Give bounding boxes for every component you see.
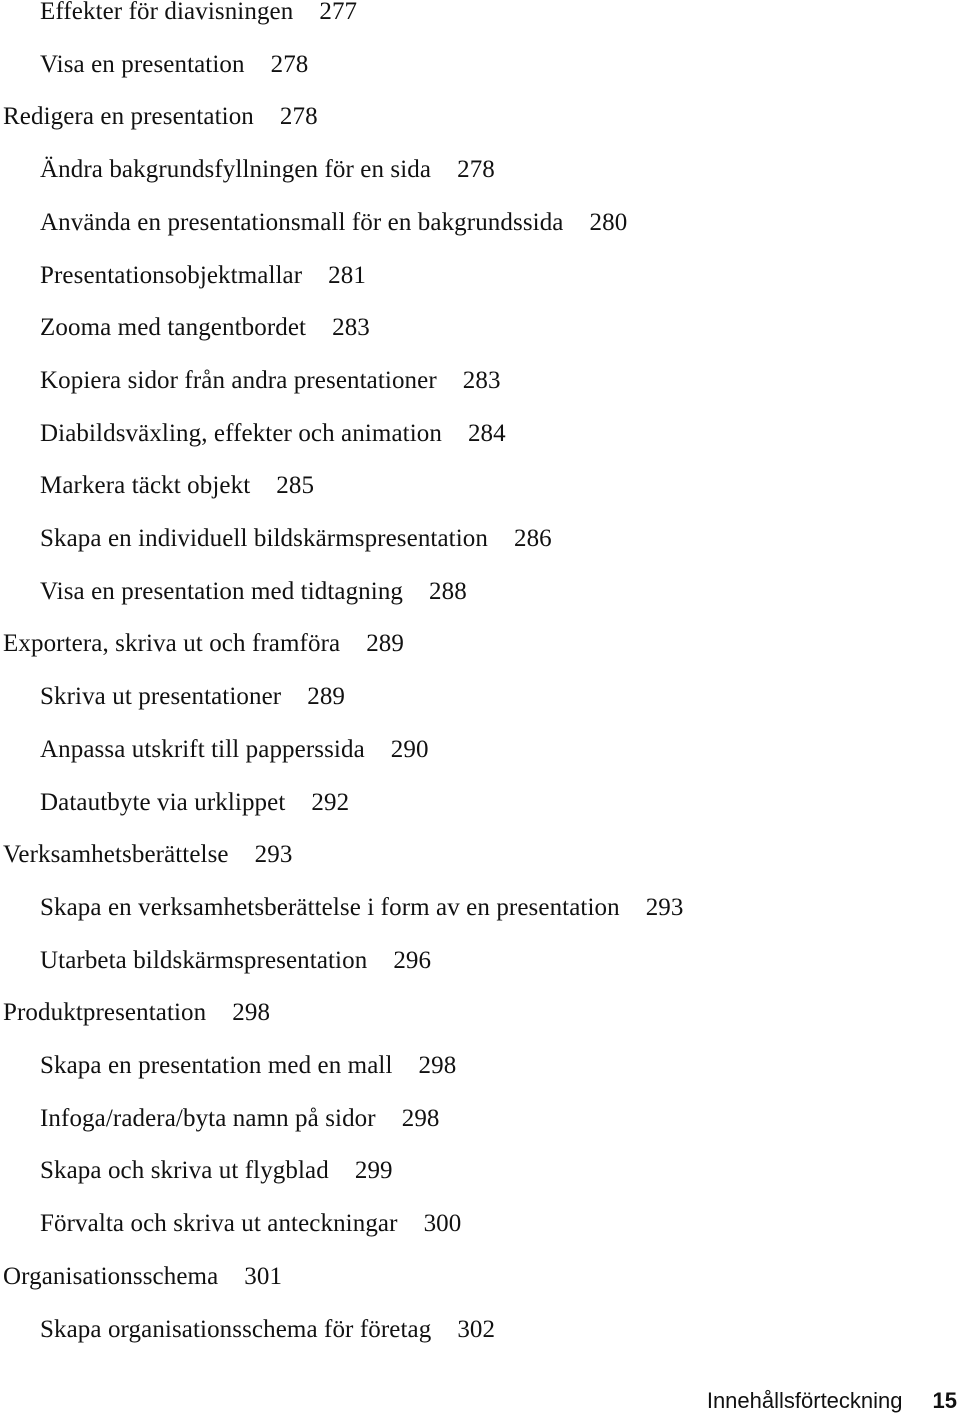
toc-entry — [40, 155, 495, 185]
toc-entry — [3, 102, 318, 132]
toc-entry-page-number: 293 — [645, 894, 684, 921]
toc-entry — [40, 946, 431, 976]
toc-entry-title: Ändra bakgrundsfyllningen för en sida — [40, 156, 432, 183]
toc-entry-title: Datautbyte via urklippet — [40, 789, 286, 816]
toc-entry-page-number: 296 — [393, 947, 432, 974]
toc-entry — [40, 1156, 393, 1186]
toc-entry-title: Diabildsväxling, effekter och animation — [40, 420, 442, 447]
toc-entry-title: Effekter för diavisningen — [40, 0, 294, 25]
toc-entry — [40, 682, 345, 712]
toc-entry — [40, 0, 357, 27]
toc-entry-page-number: 298 — [418, 1052, 457, 1079]
toc-entry-page-number: 289 — [307, 683, 346, 710]
toc-entry-page-number: 278 — [457, 156, 495, 183]
toc-entry-title: Använda en presentationsmall för en bakgrundssida — [40, 209, 564, 236]
toc-entry-title: Markera täckt objekt — [40, 472, 251, 499]
toc-entry-page-number: 283 — [462, 367, 501, 394]
toc-entry-title: Förvalta och skriva ut anteckningar — [40, 1210, 398, 1237]
toc-entry-title: Produktpresentation — [3, 999, 207, 1026]
toc-entry — [40, 788, 349, 818]
footer-page-number: 15 — [932, 1388, 957, 1413]
toc-entry — [40, 50, 308, 80]
toc-entry — [40, 577, 467, 607]
toc-entry-title: Redigera en presentation — [3, 103, 254, 130]
page-footer — [707, 1386, 957, 1416]
toc-entry — [40, 1315, 495, 1345]
toc-entry-title: Skapa en individuell bildskärmspresentation — [40, 525, 488, 552]
toc-entry-page-number: 286 — [513, 525, 552, 552]
toc-entry — [40, 735, 429, 765]
toc-entry-title: Kopiera sidor från andra presentationer — [40, 367, 437, 394]
toc-entry-page-number: 285 — [276, 472, 315, 499]
toc-entry — [3, 629, 404, 659]
toc-entry-page-number: 278 — [270, 51, 309, 78]
toc-entry-page-number: 283 — [332, 314, 370, 341]
toc-entry-page-number: 281 — [328, 262, 366, 289]
toc-entry-page-number: 302 — [457, 1316, 496, 1343]
toc-entry-title: Zooma med tangentbordet — [40, 314, 307, 341]
toc-entry — [40, 261, 366, 291]
toc-entry-title: Infoga/radera/byta namn på sidor — [40, 1105, 376, 1132]
toc-entry — [40, 471, 314, 501]
footer-section-title: Innehållsförteckning — [706, 1388, 903, 1413]
toc-entry-title: Presentationsobjektmallar — [40, 262, 303, 289]
toc-entry — [40, 208, 627, 238]
toc-entry-title: Verksamhetsberättelse — [3, 841, 229, 868]
toc-entry-title: Utarbeta bildskärmspresentation — [40, 947, 368, 974]
toc-entry-page-number: 292 — [311, 789, 350, 816]
toc-entry — [40, 419, 506, 449]
toc-entry — [40, 1209, 461, 1239]
toc-entry — [40, 366, 501, 396]
toc-entry — [40, 524, 552, 554]
toc-entry — [40, 1051, 456, 1081]
toc-entry — [40, 313, 370, 343]
toc-entry-title: Anpassa utskrift till papperssida — [40, 736, 365, 763]
toc-entry — [3, 840, 292, 870]
toc-entry-title: Visa en presentation med tidtagning — [40, 578, 404, 605]
toc-entry-title: Skapa och skriva ut flygblad — [40, 1157, 329, 1184]
toc-entry — [3, 998, 270, 1028]
toc-entry-title: Visa en presentation — [40, 51, 245, 78]
toc-entry-page-number: 284 — [467, 420, 506, 447]
toc-entry-title: Skapa organisationsschema för företag — [40, 1316, 432, 1343]
toc-entry — [40, 893, 684, 923]
toc-entry-page-number: 298 — [401, 1105, 440, 1132]
toc-entry-page-number: 300 — [423, 1210, 462, 1237]
toc-entry-page-number: 289 — [366, 630, 404, 657]
toc-entry-title: Skapa en verksamhetsberättelse i form av en presentation — [40, 894, 620, 921]
toc-entry — [40, 1104, 440, 1134]
toc-entry-title: Skriva ut presentationer — [40, 683, 282, 710]
toc-entry-page-number: 280 — [589, 209, 628, 236]
toc-entry-title: Exportera, skriva ut och framföra — [3, 630, 341, 657]
toc-entry-page-number: 288 — [429, 578, 467, 605]
toc-entry-page-number: 290 — [390, 736, 429, 763]
toc-entry-page-number: 278 — [279, 103, 318, 130]
toc-entry-page-number: 299 — [354, 1157, 393, 1184]
toc-entry-title: Organisationsschema — [3, 1263, 219, 1290]
toc-entry-page-number: 277 — [319, 0, 358, 25]
toc-entry-title: Skapa en presentation med en mall — [40, 1052, 393, 1079]
toc-entry-page-number: 293 — [254, 841, 293, 868]
toc-entry-page-number: 301 — [244, 1263, 283, 1290]
toc-entry-page-number: 298 — [232, 999, 271, 1026]
toc-entry — [3, 1262, 282, 1292]
